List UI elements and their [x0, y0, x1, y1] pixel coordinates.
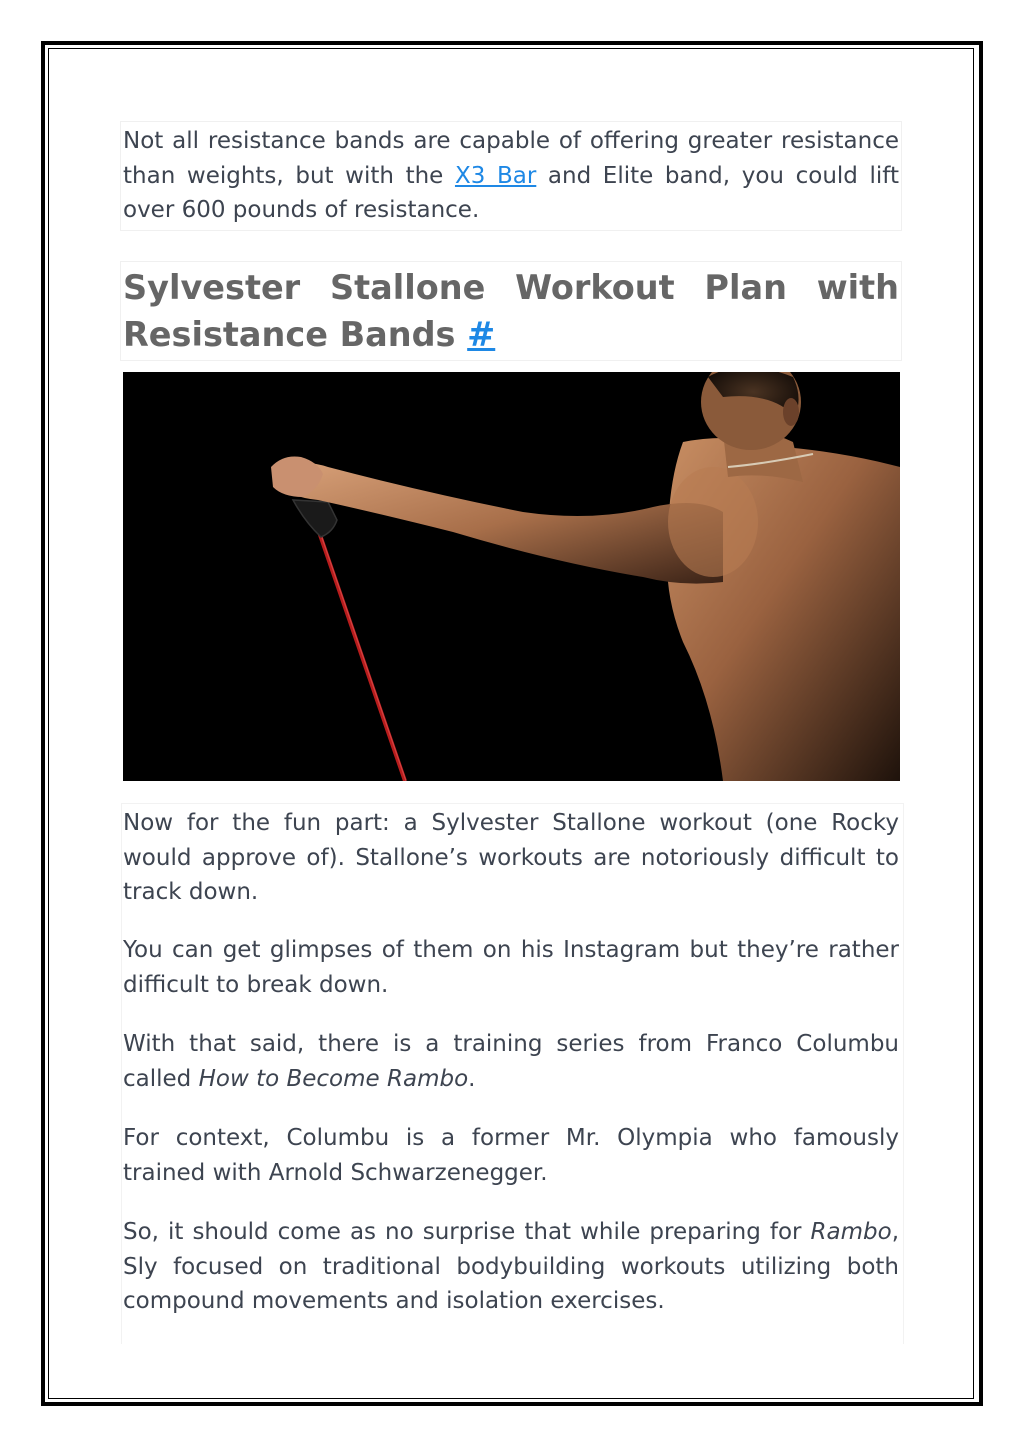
- p6-text-end: , Sly focused on traditional bodybuilding workouts utilizing both compound movements and isolation exercises.: [123, 1219, 899, 1314]
- paragraph-training-series: [123, 1027, 899, 1096]
- intro-text-start: Not all resistance bands are capable of offering greater resistance than weights, but with the: [123, 128, 899, 189]
- rambo-title: Rambo: [810, 1219, 892, 1245]
- p4-text-start: With that said, there is a training series from Franco Columbu called: [123, 1031, 899, 1092]
- paragraph-fun-part: Now for the fun part: a Sylvester Stallone workout (one Rocky would approve of). Stallone’s workouts are notoriously difficult to track down.: [123, 810, 899, 905]
- intro-text-end: and Elite band, you could lift over 600 pounds of resistance.: [123, 162, 899, 223]
- x3-bar-link[interactable]: X3 Bar: [454, 162, 537, 189]
- section-heading: [123, 264, 899, 358]
- p6-text-start: So, it should come as no surprise that while preparing for: [123, 1219, 811, 1245]
- man-with-resistance-band-image: [123, 372, 900, 781]
- paragraph-preparation: [123, 1215, 899, 1319]
- heading-text: Sylvester Stallone Workout Plan with Resistance Bands: [123, 268, 899, 354]
- p4-text-end: .: [468, 1065, 476, 1092]
- paragraph-instagram: You can get glimpses of them on his Instagram but they’re rather difficult to break down.: [123, 937, 899, 998]
- workout-photo: [123, 372, 900, 781]
- how-to-become-rambo-title: How to Become Rambo: [198, 1065, 469, 1092]
- paragraph-context: For context, Columbu is a former Mr. Olympia who famously trained with Arnold Schwarzenegger.: [123, 1125, 899, 1186]
- heading-anchor-link[interactable]: #: [467, 315, 496, 354]
- intro-paragraph: [123, 124, 899, 228]
